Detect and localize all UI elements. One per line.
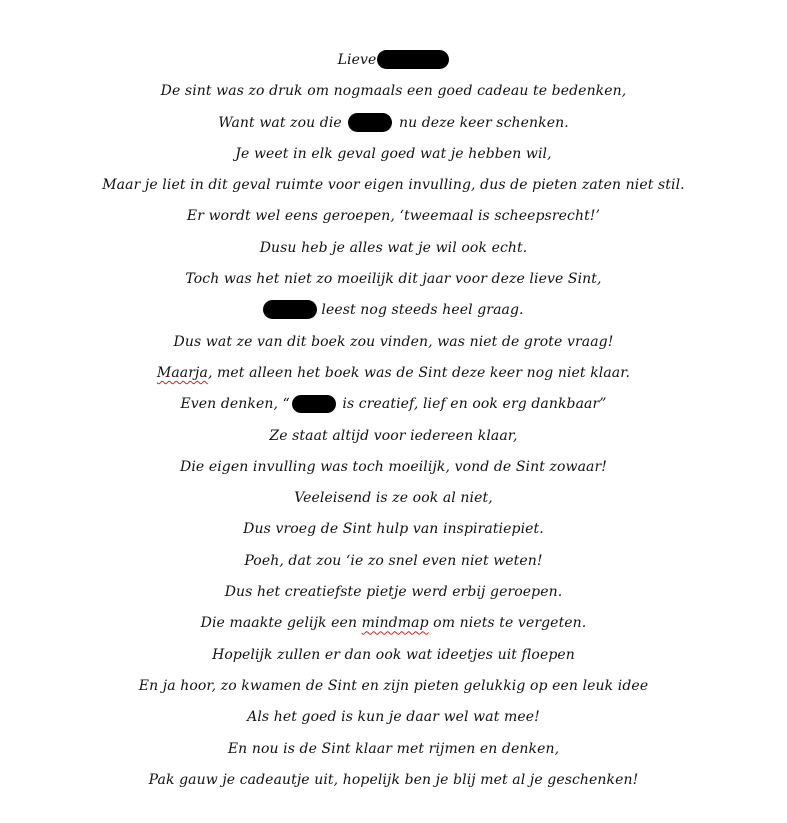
- poem-line-12: [0, 389, 787, 420]
- poem-line-19-text-end: om niets te vergeten.: [428, 615, 587, 632]
- poem-line-9-text: leest nog steeds heel graag.: [321, 302, 524, 319]
- poem-line-11: [0, 358, 787, 389]
- redaction-mark: [348, 113, 392, 132]
- poem-line-3-text-end: nu deze keer schenken.: [398, 114, 569, 131]
- poem-line-19-text-start: Die maakte gelijk een: [200, 615, 362, 632]
- poem-line-4: Je weet in elk geval goed wat je hebben wil,: [235, 145, 552, 162]
- poem-line-3-text-start: Want wat zou die: [218, 114, 342, 131]
- poem-line-1: [0, 45, 787, 76]
- poem-line-22: Als het goed is kun je daar wel wat mee!: [247, 709, 540, 726]
- poem-line-2: De sint was zo druk om nogmaals een goed cadeau te bedenken,: [160, 83, 627, 100]
- spellcheck-flagged-word: mindmap: [361, 615, 429, 632]
- poem-line-11-text: , met alleen het boek was de Sint deze keer nog niet klaar.: [207, 364, 631, 381]
- poem-line-19: [0, 608, 787, 639]
- redaction-mark: [263, 300, 317, 319]
- poem: [0, 45, 787, 796]
- poem-line-7: Dusu heb je alles wat je wil ook echt.: [259, 239, 528, 256]
- spellcheck-flagged-word: Maarja: [156, 364, 208, 381]
- poem-line-3: [0, 108, 787, 139]
- poem-line-12-text-end: is creatief, lief en ook erg dankbaar”: [342, 396, 607, 413]
- poem-line-5: Maar je liet in dit geval ruimte voor eigen invulling, dus de pieten zaten niet stil.: [102, 177, 685, 194]
- poem-line-10: Dus wat ze van dit boek zou vinden, was niet de grote vraag!: [173, 333, 614, 350]
- poem-line-12-text-start: Even denken, “: [180, 396, 290, 413]
- poem-line-8: Toch was het niet zo moeilijk dit jaar voor deze lieve Sint,: [185, 271, 602, 288]
- poem-line-18: Dus het creatiefste pietje werd erbij geroepen.: [224, 584, 563, 601]
- poem-line-1-text: Lieve: [337, 52, 377, 68]
- poem-line-13: Ze staat altijd voor iedereen klaar,: [269, 427, 518, 444]
- poem-line-14: Die eigen invulling was toch moeilijk, vond de Sint zowaar!: [180, 458, 607, 475]
- redaction-mark: [377, 50, 449, 69]
- poem-line-24: Pak gauw je cadeautje uit, hopelijk ben je blij met al je geschenken!: [148, 771, 639, 788]
- poem-line-16: Dus vroeg de Sint hulp van inspiratiepiet.: [243, 521, 544, 538]
- poem-line-15: Veeleisend is ze ook al niet,: [294, 490, 493, 507]
- poem-line-9: [0, 295, 787, 326]
- poem-line-17: Poeh, dat zou ‘ie zo snel even niet weten!: [244, 552, 543, 569]
- poem-line-6: Er wordt wel eens geroepen, ‘tweemaal is scheepsrecht!’: [186, 208, 601, 225]
- poem-line-23: En nou is de Sint klaar met rijmen en denken,: [227, 740, 560, 757]
- poem-line-21: En ja hoor, zo kwamen de Sint en zijn pieten gelukkig op een leuk idee: [138, 677, 649, 694]
- redaction-mark: [292, 395, 336, 413]
- poem-line-20: Hopelijk zullen er dan ook wat ideetjes uit floepen: [212, 646, 575, 663]
